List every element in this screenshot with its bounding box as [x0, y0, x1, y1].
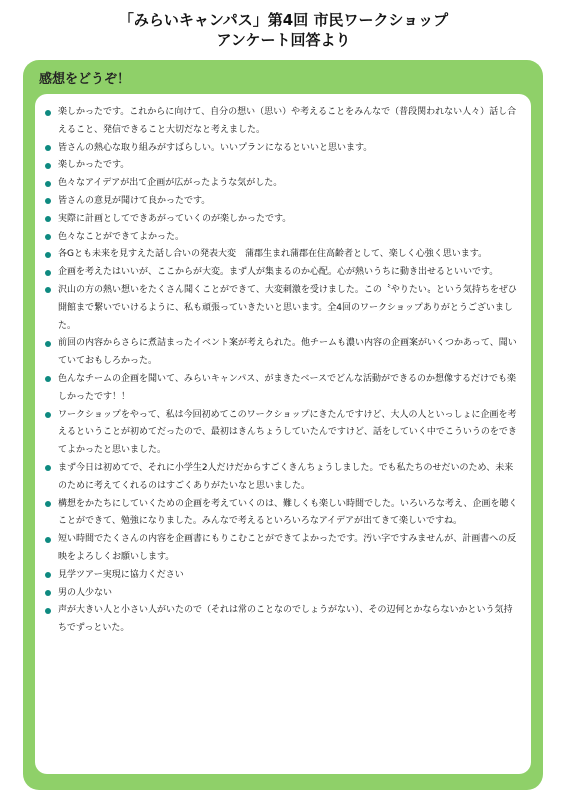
feedback-panel	[23, 60, 543, 790]
comment-item	[45, 193, 519, 211]
bullet-icon	[45, 287, 51, 293]
comment-item	[45, 211, 519, 229]
comment-list	[35, 94, 531, 638]
bullet-icon	[45, 145, 51, 151]
title-line-2: アンケート回答より	[216, 31, 351, 49]
bullet-icon	[45, 376, 51, 382]
comment-item	[45, 407, 519, 460]
bullet-icon	[45, 412, 51, 418]
comment-item	[45, 585, 519, 603]
bullet-icon	[45, 252, 51, 258]
comment-text: 色んなチームの企画を聞いて、みらいキャンパス、がまきたベースでどんな活動ができるのか想像するだけでも楽しかったです！！	[58, 373, 517, 402]
bullet-icon	[45, 110, 51, 116]
comment-item	[45, 531, 519, 567]
comment-text: 男の人少ない	[58, 587, 113, 598]
comment-text: ワークショップをやって、私は今回初めてこのワークショップにきたんですけど、大人の人といっしょに企画を考えるということが初めてだったので、最初はきんちょうしていたんですけど、話をしていく中でこういうのをできてよかったと思いました。	[58, 409, 517, 456]
comment-text: 楽しかったです。	[58, 160, 130, 171]
comment-item	[45, 282, 519, 335]
bullet-icon	[45, 608, 51, 614]
document-title	[0, 10, 567, 50]
bullet-icon	[45, 181, 51, 187]
title-line-1: 「みらいキャンパス」第4回 市民ワークショップ	[118, 11, 449, 29]
comment-item	[45, 104, 519, 140]
comment-item	[45, 140, 519, 158]
comment-text: 企画を考えたはいいが、ここからが大変。まず人が集まるのか心配。心が熱いうちに動き出せるといいです。	[58, 267, 499, 278]
comment-text: 皆さんの熱心な取り組みがすばらしい。いいプランになるといいと思います。	[58, 142, 373, 153]
bullet-icon	[45, 572, 51, 578]
comment-item	[45, 602, 519, 638]
comment-text: 前回の内容からさらに煮詰まったイベント案が考えられた。他チームも濃い内容の企画案がいくつかあって、聞いていておもしろかった。	[58, 338, 517, 367]
bullet-icon	[45, 270, 51, 276]
comment-item	[45, 567, 519, 585]
bullet-icon	[45, 216, 51, 222]
bullet-icon	[45, 465, 51, 471]
comment-item	[45, 157, 519, 175]
comment-item	[45, 229, 519, 247]
comments-box	[35, 94, 531, 774]
comment-item	[45, 264, 519, 282]
section-heading: 感想をどうぞ！	[39, 72, 131, 87]
bullet-icon	[45, 198, 51, 204]
comment-text: 楽しかったです。これからに向けて、自分の想い（思い）や考えることをみんなで（普段関われない人々）話し合えること、発信できること大切だなと考えました。	[58, 107, 517, 135]
comment-item	[45, 246, 519, 264]
comment-text: まず今日は初めてで、それに小学生2人だけだからすごくきんちょうしました。でも私たちのせだいのため、未来のために考えてくれるのはすごくありがたいなと思いました。	[58, 462, 514, 491]
comment-text: 見学ツアー実現に協力ください	[58, 569, 184, 580]
comment-item	[45, 496, 519, 532]
comment-item	[45, 460, 519, 496]
comment-item	[45, 335, 519, 371]
bullet-icon	[45, 163, 51, 169]
comment-text: 各Gとも未来を見すえた話し合いの発表大変 蒲郡生まれ蒲郡在住高齢者として、楽しく心強く思います。	[58, 249, 488, 260]
comment-text: 色々なアイデアが出て企画が広がったような気がした。	[58, 178, 283, 189]
bullet-icon	[45, 341, 51, 347]
bullet-icon	[45, 537, 51, 543]
bullet-icon	[45, 501, 51, 507]
comment-item	[45, 371, 519, 407]
comment-text: 皆さんの意見が聞けて良かったです。	[58, 195, 211, 206]
comment-text: 構想をかたちにしていくための企画を考えていくのは、難しくも楽しい時間でした。いろいろな考え、企画を聴くことができて、勉強になりました。みんなで考えるといろいろなアイデアが出てきて楽しいですね。	[58, 498, 518, 527]
comment-text: 声が大きい人と小さい人がいたので（それは常のことなのでしょうがない）、その辺何とかならないかという気持ちでずっといた。	[58, 605, 513, 634]
comment-text: 色々なことができてよかった。	[58, 231, 185, 242]
comment-text: 短い時間でたくさんの内容を企画書にもりこむことができてよかったです。汚い字ですみませんが、計画書への反映をよろしくお願いします。	[58, 534, 517, 562]
bullet-icon	[45, 234, 51, 240]
comment-text: 実際に計画としてできあがっていくのが楽しかったです。	[58, 213, 292, 224]
comment-item	[45, 175, 519, 193]
bullet-icon	[45, 590, 51, 596]
comment-text: 沢山の方の熱い想いをたくさん聞くことができて、大変刺激を受けました。この〝やりたい〟という気持ちをぜひ開館まで繋いでいけるように、私も頑張っていきたいと思います。全4回のワークショップありがとうございました。	[58, 284, 517, 331]
